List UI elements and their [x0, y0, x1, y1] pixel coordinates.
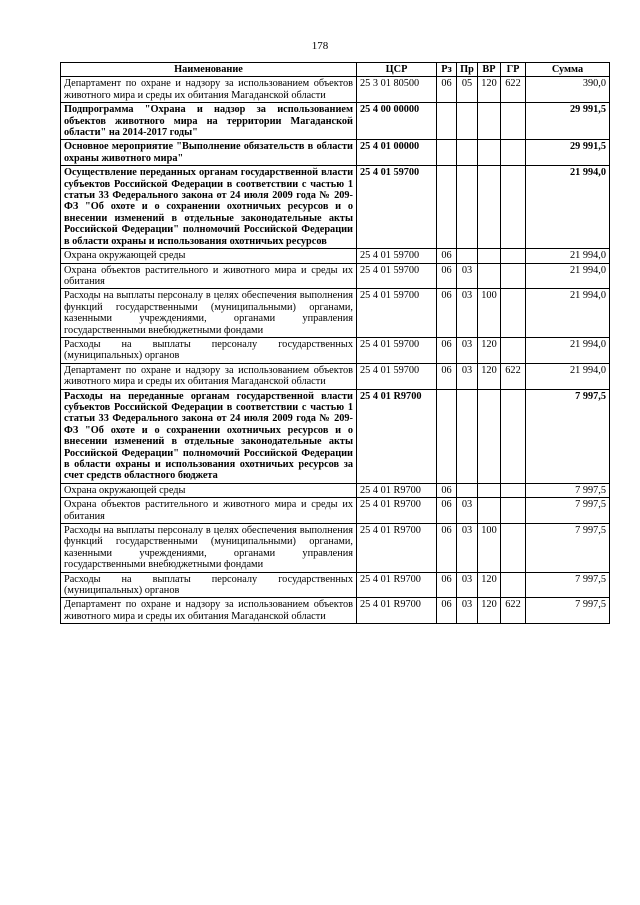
cell-csr: 25 3 01 80500: [357, 77, 437, 103]
table-row: [61, 263, 610, 289]
cell-rz: 06: [437, 598, 457, 624]
header-vr: ВР: [478, 63, 501, 77]
cell-name: Охрана объектов растительного и животного мира и среды их обитания: [61, 263, 357, 289]
cell-pr: [457, 166, 478, 249]
cell-vr: [478, 263, 501, 289]
cell-sum: 7 997,5: [526, 572, 610, 598]
cell-pr: [457, 140, 478, 166]
cell-pr: 03: [457, 363, 478, 389]
cell-vr: [478, 166, 501, 249]
cell-csr: 25 4 01 59700: [357, 166, 437, 249]
header-csr: ЦСР: [357, 63, 437, 77]
cell-vr: [478, 103, 501, 140]
cell-rz: 06: [437, 498, 457, 524]
cell-vr: [478, 498, 501, 524]
cell-pr: 03: [457, 289, 478, 338]
cell-name: Основное мероприятие "Выполнение обязательств в области охраны животного мира": [61, 140, 357, 166]
table-body: [61, 77, 610, 624]
table-row: [61, 140, 610, 166]
cell-vr: [478, 249, 501, 263]
cell-csr: 25 4 01 R9700: [357, 598, 437, 624]
table-header-row: [61, 63, 610, 77]
cell-rz: 06: [437, 249, 457, 263]
cell-name: Расходы на выплаты персоналу государственных (муниципальных) органов: [61, 572, 357, 598]
cell-rz: 06: [437, 289, 457, 338]
page-number: 178: [311, 40, 329, 52]
cell-sum: 21 994,0: [526, 166, 610, 249]
cell-sum: 21 994,0: [526, 337, 610, 363]
cell-pr: 03: [457, 524, 478, 573]
cell-csr: 25 4 01 00000: [357, 140, 437, 166]
cell-rz: [437, 389, 457, 483]
cell-rz: [437, 103, 457, 140]
cell-csr: 25 4 01 59700: [357, 337, 437, 363]
cell-sum: 29 991,5: [526, 140, 610, 166]
cell-gr: [501, 103, 526, 140]
cell-gr: 622: [501, 77, 526, 103]
cell-name: Департамент по охране и надзору за использованием объектов животного мира и среды их обитания Магаданской области: [61, 77, 357, 103]
table-row: [61, 363, 610, 389]
cell-gr: [501, 524, 526, 573]
cell-sum: 7 997,5: [526, 498, 610, 524]
cell-pr: [457, 249, 478, 263]
cell-csr: 25 4 01 R9700: [357, 572, 437, 598]
cell-gr: [501, 263, 526, 289]
cell-vr: [478, 389, 501, 483]
cell-csr: 25 4 01 R9700: [357, 389, 437, 483]
cell-vr: 100: [478, 524, 501, 573]
cell-sum: 7 997,5: [526, 598, 610, 624]
cell-csr: 25 4 01 59700: [357, 263, 437, 289]
table-row: [61, 103, 610, 140]
table-row: [61, 289, 610, 338]
cell-sum: 21 994,0: [526, 363, 610, 389]
cell-rz: 06: [437, 77, 457, 103]
cell-gr: [501, 166, 526, 249]
cell-name: Расходы на выплаты персоналу государственных (муниципальных) органов: [61, 337, 357, 363]
cell-sum: 390,0: [526, 77, 610, 103]
cell-name: Департамент по охране и надзору за использованием объектов животного мира и среды их обитания Магаданской области: [61, 363, 357, 389]
cell-vr: 120: [478, 337, 501, 363]
table-row: [61, 389, 610, 483]
cell-gr: [501, 483, 526, 497]
cell-rz: [437, 166, 457, 249]
cell-name: Охрана окружающей среды: [61, 249, 357, 263]
cell-rz: 06: [437, 363, 457, 389]
cell-gr: [501, 572, 526, 598]
cell-vr: [478, 483, 501, 497]
cell-name: Департамент по охране и надзору за использованием объектов животного мира и среды их обитания Магаданской области: [61, 598, 357, 624]
cell-name: Расходы на выплаты персоналу в целях обеспечения выполнения функций государственными (муниципальными) органами, казенными учреждениями, органами управления государственными внебюджетными фондами: [61, 524, 357, 573]
cell-csr: 25 4 01 R9700: [357, 483, 437, 497]
cell-vr: 120: [478, 363, 501, 389]
cell-pr: 03: [457, 572, 478, 598]
cell-rz: 06: [437, 337, 457, 363]
cell-sum: 7 997,5: [526, 483, 610, 497]
header-rz: Рз: [437, 63, 457, 77]
cell-rz: [437, 140, 457, 166]
cell-rz: 06: [437, 483, 457, 497]
cell-pr: 05: [457, 77, 478, 103]
cell-sum: 21 994,0: [526, 263, 610, 289]
cell-vr: 100: [478, 289, 501, 338]
cell-rz: 06: [437, 263, 457, 289]
cell-pr: 03: [457, 498, 478, 524]
cell-pr: 03: [457, 337, 478, 363]
header-sum: Сумма: [526, 63, 610, 77]
table-row: [61, 483, 610, 497]
cell-sum: 21 994,0: [526, 249, 610, 263]
cell-csr: 25 4 01 R9700: [357, 524, 437, 573]
cell-pr: 03: [457, 263, 478, 289]
table-row: [61, 598, 610, 624]
cell-sum: 21 994,0: [526, 289, 610, 338]
table-row: [61, 337, 610, 363]
cell-gr: [501, 389, 526, 483]
table-row: [61, 249, 610, 263]
cell-csr: 25 4 01 R9700: [357, 498, 437, 524]
cell-vr: 120: [478, 598, 501, 624]
cell-name: Осуществление переданных органам государственной власти субъектов Российской Федерации в соответствии с частью 1 статьи 33 Федерального закона от 24 июля 2009 года № 209-ФЗ "Об охоте и о сохранении охотничьих ресурсов и о внесении изменений в отдельные законодательные акты Российской Федерации" полномочий Российской Федерации в области охраны и использования охотничьих ресурсов: [61, 166, 357, 249]
cell-vr: [478, 140, 501, 166]
cell-sum: 7 997,5: [526, 389, 610, 483]
cell-vr: 120: [478, 77, 501, 103]
cell-pr: 03: [457, 598, 478, 624]
cell-gr: [501, 289, 526, 338]
cell-csr: 25 4 01 59700: [357, 289, 437, 338]
table-row: [61, 572, 610, 598]
cell-pr: [457, 483, 478, 497]
cell-gr: 622: [501, 363, 526, 389]
cell-sum: 29 991,5: [526, 103, 610, 140]
cell-csr: 25 4 01 59700: [357, 249, 437, 263]
cell-name: Подпрограмма "Охрана и надзор за использованием объектов животного мира на территории Магаданской области" на 2014-2017 годы": [61, 103, 357, 140]
cell-name: Охрана объектов растительного и животного мира и среды их обитания: [61, 498, 357, 524]
table-row: [61, 77, 610, 103]
cell-csr: 25 4 01 59700: [357, 363, 437, 389]
cell-csr: 25 4 00 00000: [357, 103, 437, 140]
cell-gr: [501, 249, 526, 263]
cell-pr: [457, 103, 478, 140]
cell-rz: 06: [437, 524, 457, 573]
cell-sum: 7 997,5: [526, 524, 610, 573]
cell-gr: [501, 337, 526, 363]
cell-pr: [457, 389, 478, 483]
header-gr: ГР: [501, 63, 526, 77]
cell-rz: 06: [437, 572, 457, 598]
table-row: [61, 166, 610, 249]
cell-name: Расходы на переданные органам государственной власти субъектов Российской Федерации в соответствии с частью 1 статьи 33 Федерального закона от 24 июля 2009 года № 209-ФЗ "Об охоте и о сохранении охотничьих ресурсов и о внесении изменений в отдельные законодательные акты Российской Федерации" полномочий Российской Федерации в области охраны и использования охотничьих ресурсов за счет средств областного бюджета: [61, 389, 357, 483]
budget-table: [60, 62, 610, 624]
cell-gr: [501, 498, 526, 524]
cell-vr: 120: [478, 572, 501, 598]
cell-name: Расходы на выплаты персоналу в целях обеспечения выполнения функций государственными (муниципальными) органами, казенными учреждениями, органами управления государственными внебюджетными фондами: [61, 289, 357, 338]
header-name: Наименование: [61, 63, 357, 77]
cell-gr: [501, 140, 526, 166]
table-row: [61, 498, 610, 524]
header-pr: Пр: [457, 63, 478, 77]
cell-name: Охрана окружающей среды: [61, 483, 357, 497]
table-row: [61, 524, 610, 573]
cell-gr: 622: [501, 598, 526, 624]
